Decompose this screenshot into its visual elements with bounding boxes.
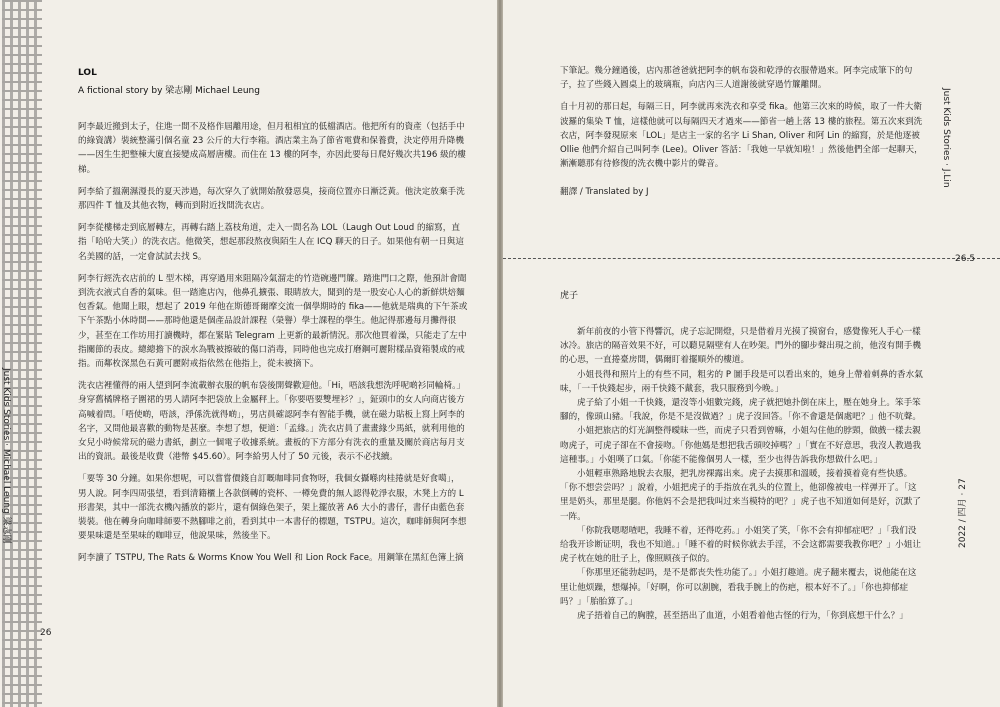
translator-credit: 翻譯 / Translated by J <box>560 187 649 197</box>
story-title: 虎子 <box>560 291 579 301</box>
paragraph: 小姐長得和照片上的有些不同，粗劣的 P 圖手段是可以看出來的，她身上帶着刺鼻的香水氣味，「一千快錢起步，兩千快錢不戴套，我只服務到今晚。」 <box>560 369 923 394</box>
paragraph: 阿李行經洗衣店前的 L 型木梯，再穿過用來阻隔冷氣溜走的竹造碗邊門簾。踏進門口之際，他預計會聞到洗衣液式自香的氣味。但一踏進店內，他鼻孔擴張、眼睛放大，聞到的是一股安心人心的新鮮烘焙麵包香氣。他聞上眼，想起了 2019 年他在斯德哥爾摩交流一個學期時的 fika——他就是瑞典的下午茶或下午茶點小休時間——那時他還是個產品設計課程（榮譽）學士課程的學生。他記得那邊每月攤得很少，甚至在工作坊用打讀機時，都在緊貼 Telegram 上更新的最新情況。那次他買着澡，只能走了左中指關節的表皮。總總擔下的淚水為戰被擦破的傷口消毒，同時他也完成打磨鋼可麗附樣品資箱製成的戒指。而鄰枚深黑色石黃可麗附戒指依然在他指上，從未被摘下。 <box>78 273 468 370</box>
page-code: 26.5 <box>955 254 976 264</box>
paragraph: 「要等 30 分鐘。如果你想呢，可以嘗嘗價錢自訂嘅咖啡同食物呀，我個女攝喺肉桂捲就是好食噶」，男人說。阿李四周張望，看到清籍櫃上各款倒轉的瓷杯、一樽免費的無人認得乾淨衣服，木凳上方的 L 形書架，其中一部洗衣機內播放的影片，還有個綠色架子，架上擺放著 A6 大小的書仔，書仔由藍色套裝裝。他在轉身向咖啡師要不熱腳啡之前，看到其中一本書仔的標題，TSTPU。這次，咖啡師與阿李想要果味還是至果味的咖啡豆，他說果味，然後坐下。 <box>78 474 467 542</box>
paragraph: 阿李讀了 TSTPU, The Rats & Worms Know You Well 和 Lion Rock Face。用鋼筆在黑紅色簿上摘 <box>78 553 464 564</box>
paragraph: 小姐輕車熟路地脫去衣服，把乳房裸露出來。虎子去摸那和溫暖，接着摸着竟有些快感。「你不想尝尝吗？」說着，小姐把虎子的手指放在乳头的位置上，他卻像被电一样弹开了。「这里是奶头，那里是腿。你他妈不会是把我叫过来当模特的吧？」虎子也不知道如何是好，沉默了一阵。 <box>560 469 921 522</box>
left-story-body <box>78 120 468 574</box>
right-page <box>503 0 1000 707</box>
left-page <box>0 0 497 707</box>
running-head-vertical: Just Kids Stories · Michael Leung 梁志剛 <box>1 368 11 544</box>
byline: A fictional story by 梁志剛 Michael Leung <box>78 86 260 96</box>
running-head-vertical: Just Kids Stories · J.Lin <box>941 88 951 188</box>
bleed-through-margin <box>2 0 42 707</box>
paragraph: 小姐把旅店的灯光調整得曖昧一些，而虎子只看到曾嘛，小姐勾住他的脖頸，做戲一樣去親吻虎子，可虎子卻在不會接吻。「你他媽是想把我舌頭咬掉嗎？」「實在不好意思，我沒人教過我這種事。」小姐嘆了口氣。「你能不能像個男人一樣，至少也得告訴我你想做什么吧。」 <box>560 426 921 465</box>
paragraph: 洗衣店裡懂得的兩人望到阿李流載辦衣服的帆布袋後開聲歡迎他。「Hi，唔該我想洗呼呢啲衫同輪椅。」身穿舊橘牌格子圍裙的男人請阿李把袋放上金屬秤上。「你要唔要雙埋衫？」，鉦頭巾的女人向商店後方高喊着問。「唔使啲，唔該，淨係洗就得啲」，男店員確認阿李有智能手機，就在磁力貼板上寫上阿李的名字，又問他最喜歡的動物是甚麼。李想了想，便道：「孟緣。」洗衣店員了畫畫緣少馬紙，就利用他的女兒小時候常玩的磁力書紙，劃立一個電子收據系統。畫板的下方部分有洗衣的重量及關於商店每月支出的資訊。最後是收費（港幣 $45.60）。阿李給男人付了 50 元後，表示不必找續。 <box>78 381 465 463</box>
paragraph: 虎子捂着自己的胸膛，甚至捂出了血道，小姐看着他古怪的行为，「你到底想干什么？」 <box>577 611 908 622</box>
paragraph: 虎子給了小姐一千快錢，還沒等小姐數完錢，虎子就把她扑倒在床上，壓在她身上。笨手笨腳的，像頭山豬。「我說，你是不是沒做過？」虎子沒回答。「你不會還是個處吧？」他不吭聲。 <box>560 398 921 423</box>
paragraph: 新年前夜的小管下得響沉，虎子忘記開燈，只是借着月光摸了摸窗台，感覺像死人手心一樣冰冷。旅店的隔音效果不好，可以聽見隔壁有人在吵架。門外的腳步聲出現之前，他沒有開手機的心思，一直捲臺房間，偶爾盯着擺順外的樓道。 <box>560 327 921 366</box>
story-continuation <box>560 64 925 179</box>
story-heading: LOL <box>78 68 97 78</box>
right-story-body <box>560 325 923 623</box>
paragraph: 下筆記。幾分鐘過後，店內那爸爸就把阿李的帆布袋和乾淨的衣服帶過來。阿李完成筆下的句子，拉了些錢入圓桌上的玻璃瓶，向店內三人道謝後就穿過竹簾離開。 <box>560 66 913 91</box>
paragraph: 阿李最近搬到太子，住進一間不及格作屆離用途，但月租相宜的低檔酒店。他把所有的資產（包括手中的綠資講）裝統整滿引個名童 23 公斤的大行李箱。酒店業主為了節省電費和保養費，決定停用升降機——因生生把整棟大廈直接變成高層唐樓。而住在 13 樓的阿李，亦因此要每日爬好幾次共196 級的樓梯。 <box>78 122 466 175</box>
paragraph: 阿李給了搵潮濕漫長的夏天涉過，每次穿久了就開始散發惡臭，接商位置亦日漸泛黃。他決定放棄手洗那四件 T 恤及其他衣物，轉而到附近找間洗衣店。 <box>78 186 465 212</box>
paragraph: 阿李從樓梯走到底層轉左，再轉右踏上荔枝角道，走入一間名為 LOL（Laugh Out Loud 的縮寫，直指「哈哈大笑」）的洗衣店。他微笑，想起那段熬夜與陌生人在 ICQ 聊天的日子。如果他有朝一日與這名美國的話，一定會試試去找 S。 <box>78 223 464 262</box>
issue-date-vertical: 2022 / 四月 · 27 <box>958 478 968 548</box>
paragraph: 「你那里还能勃起吗，是不是都丧失性功能了。」小姐打趣道。虎子翻来覆去，说他能在这里让他烦躁，想爆掉。「好啊，你可以割腕，看我手腕上的伤疤，根本好不了。」「你也抑郁症吗？」「胎胎算了。」 <box>560 568 917 607</box>
page-number: 26 <box>40 628 52 638</box>
section-divider <box>503 258 1000 259</box>
paragraph: 自十月初的那日起，每隔三日，阿李就再來洗衣和享受 fika。他第三次來的時候，取了一件大衛波羅的集染 T 恤，這樣他就可以每隔四天才過來——節省一趟上落 13 樓的旅程。第五次來到洗衣店，阿李發現原來「LOL」是店主一家的名字 Li Shan, Oliver 和阿 Lin 的縮寫，於是他逐被 Ollie 他們介紹自己叫阿李 (Lee)。Oliver 答話：「我她一早就知啦！」然後他們全部一起聊天，漸漸聽那有待修復的洗衣機中影片的聲音。 <box>560 102 923 170</box>
paragraph: 「你院我嗯嗯喳吧，我睡不着，还得吃药。」小姐笑了笑，「你不会有抑郁症吧？」「我们没给我开诊断证明，我也不知道。」「睡不着的时候你就去手淫，不会这都需要我教你吧？」小姐让虎子枕在她的肚子上，像照顾孩子似的。 <box>560 525 921 565</box>
